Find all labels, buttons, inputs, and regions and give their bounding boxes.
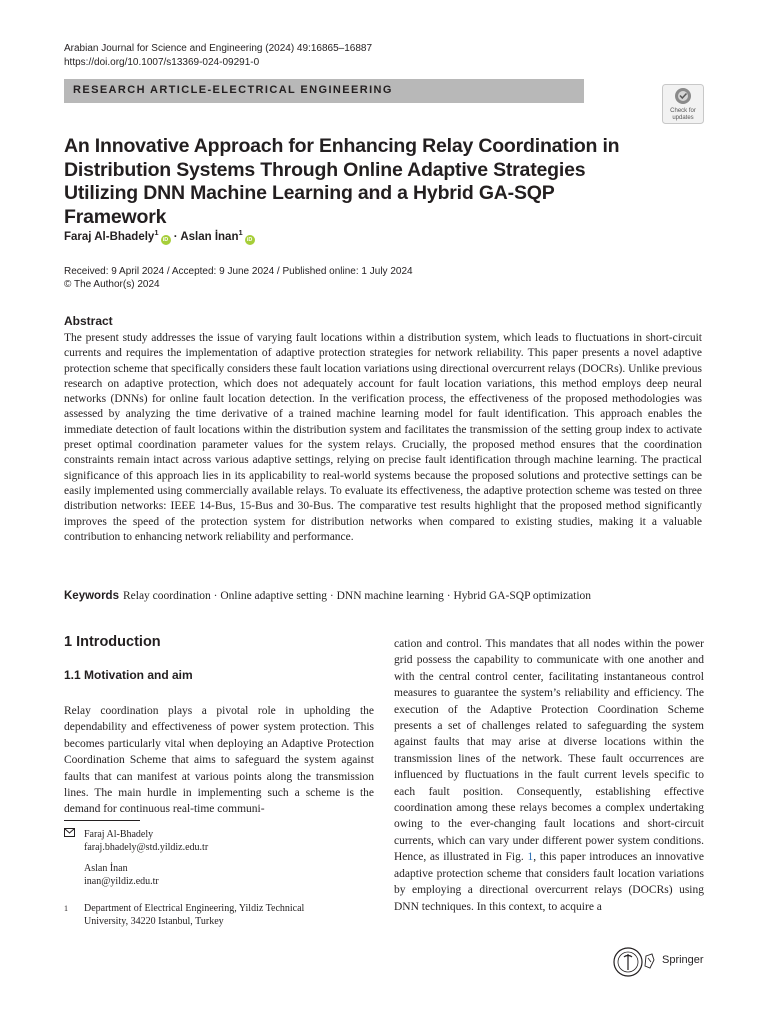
affiliation-footnote-mark: 1 bbox=[64, 904, 68, 913]
author1-name: Faraj Al-Bhadely bbox=[84, 829, 154, 840]
keywords-list: Relay coordination · Online adaptive setting · DNN machine learning · Hybrid GA-SQP optimization bbox=[122, 590, 592, 602]
affiliation-mark: 1 bbox=[154, 228, 159, 237]
springer-logo bbox=[612, 944, 708, 980]
body-text: , this paper introduces an innovative adaptive protection scheme that considers fault location variations by employing a directional overcurrent relays (DOCRs) using DNN techniques. In this context, to acquire a bbox=[394, 851, 704, 913]
subsection-heading-motivation: 1.1 Motivation and aim bbox=[64, 668, 193, 682]
body-text: cation and control. This mandates that all nodes within the power grid possess the capability to communicate with one another and with the central control center, facilitating instantaneous control measures to guarantee the system’s reliability and efficiency. The execution of the Adaptive Protection Coordination Scheme presents a set of challenges related to safeguarding the system against faults that may arise at diverse locations within the transmission lines of the network. These fault occurrences are influenced by fluctuations in the fault current levels specific to each fault position. Consequently, establishing effective coordination among these relays becomes a complex undertaking owing to the ever-changing fault locations and short-circuit currents, which can vary under different power system conditions. Hence, as illustrated in Fig. bbox=[394, 638, 704, 864]
article-title: An Innovative Approach for Enhancing Relay Coordination in Distribution Systems Through Online Adaptive Strategies Utilizing DNN Machine Learning and a Hybrid GA-SQP Framework bbox=[64, 135, 620, 228]
abstract-heading: Abstract bbox=[64, 314, 113, 328]
author-list bbox=[64, 225, 255, 245]
corresponding-author bbox=[64, 828, 364, 854]
abstract-text: The present study addresses the issue of varying fault locations within a distribution system, which leads to fluctuations in short-circuit currents and requires the implementation of adaptive protection strategies for network reliability. This paper presents a novel adaptive protection scheme that specifically considers these fault location variations using directional overcurrent relays (DOCRs). Unlike previous research on adaptive protection, which does not adequately account for fault location variations, this method employs deep neural networks (DNNs) for online fault location detection. In the verification process, the effectiveness of the proposed methodologies was assessed by analyzing the time derivative of a trained machine learning model for fault identification. This approach enables the immediate detection of fault locations within the distribution system and facilitates the transmission of the setting group index to activate preset optimal coordination parameter values for the system relays. Crucially, the proposed method ensures that the coordination constraints remain intact across various adaptive settings, relying on precise fault identification through machine learning. The practical significance of this approach lies in its applicability to real-world systems because the proposed solutions and protective settings can be easily implemented using commercially available relays. To evaluate its effectiveness, the adaptive protection scheme was tested on three distribution networks: IEEE 14-Bus, 15-Bus and 30-Bus. The comparative test results highlight that the proposed method significantly improves the speed of the protection system for distribution networks when compared to existing studies, making it a valuable contribution to enhancing network reliability and performance. bbox=[64, 332, 702, 543]
publication-dates: Received: 9 April 2024 / Accepted: 9 June 2024 / Published online: 1 July 2024 bbox=[64, 266, 413, 277]
affiliation-line: Department of Electrical Engineering, Yildiz Technical bbox=[84, 903, 305, 914]
orcid-icon[interactable]: iD bbox=[161, 235, 171, 245]
affiliation-line: University, 34220 Istanbul, Turkey bbox=[84, 916, 224, 927]
orcid-icon[interactable]: iD bbox=[245, 235, 255, 245]
second-author bbox=[64, 862, 364, 888]
section-heading-introduction: 1 Introduction bbox=[64, 634, 161, 650]
footnotes bbox=[64, 828, 364, 928]
author-separator: · bbox=[173, 230, 178, 243]
article-category: RESEARCH ARTICLE-ELECTRICAL ENGINEERING bbox=[73, 84, 393, 96]
footnote-divider bbox=[64, 820, 140, 821]
author-name[interactable]: Faraj Al-Bhadely bbox=[64, 230, 155, 243]
springer-seal-icon bbox=[612, 944, 658, 980]
author1-email[interactable]: faraj.bhadely@std.yildiz.edu.tr bbox=[84, 842, 209, 853]
keywords bbox=[64, 589, 591, 604]
journal-citation: Arabian Journal for Science and Engineering (2024) 49:16865–16887 bbox=[64, 43, 373, 54]
author2-email[interactable]: inan@yildiz.edu.tr bbox=[84, 876, 159, 887]
author-name[interactable]: Aslan İnan bbox=[180, 230, 239, 243]
body-column-right bbox=[394, 636, 704, 915]
doi-link[interactable]: https://doi.org/10.1007/s13369-024-09291-0 bbox=[64, 57, 260, 68]
check-updates-line1: Check for bbox=[670, 108, 696, 114]
affiliation-mark: 1 bbox=[238, 228, 243, 237]
author2-name: Aslan İnan bbox=[84, 863, 128, 874]
copyright-notice: © The Author(s) 2024 bbox=[64, 279, 160, 290]
publisher-name: Springer bbox=[662, 954, 704, 966]
check-for-updates-badge[interactable] bbox=[662, 84, 704, 124]
keywords-label: Keywords bbox=[64, 590, 119, 602]
article-category-bar bbox=[64, 79, 584, 103]
body-column-left: Relay coordination plays a pivotal role in upholding the dependability and effectiveness of power system protection. This becomes particularly vital when deploying an Adaptive Protection Coordination Scheme that aims to safeguard the system against faults that can manifest at various points along the transmission lines. The main hurdle in implementing such a scheme is the demand for continuous real-time communi- bbox=[64, 705, 374, 816]
affiliation bbox=[64, 902, 364, 928]
figure-reference-link[interactable]: 1 bbox=[527, 851, 534, 864]
envelope-icon bbox=[64, 828, 75, 841]
check-updates-icon bbox=[662, 84, 704, 124]
check-updates-line2: updates bbox=[672, 115, 694, 121]
